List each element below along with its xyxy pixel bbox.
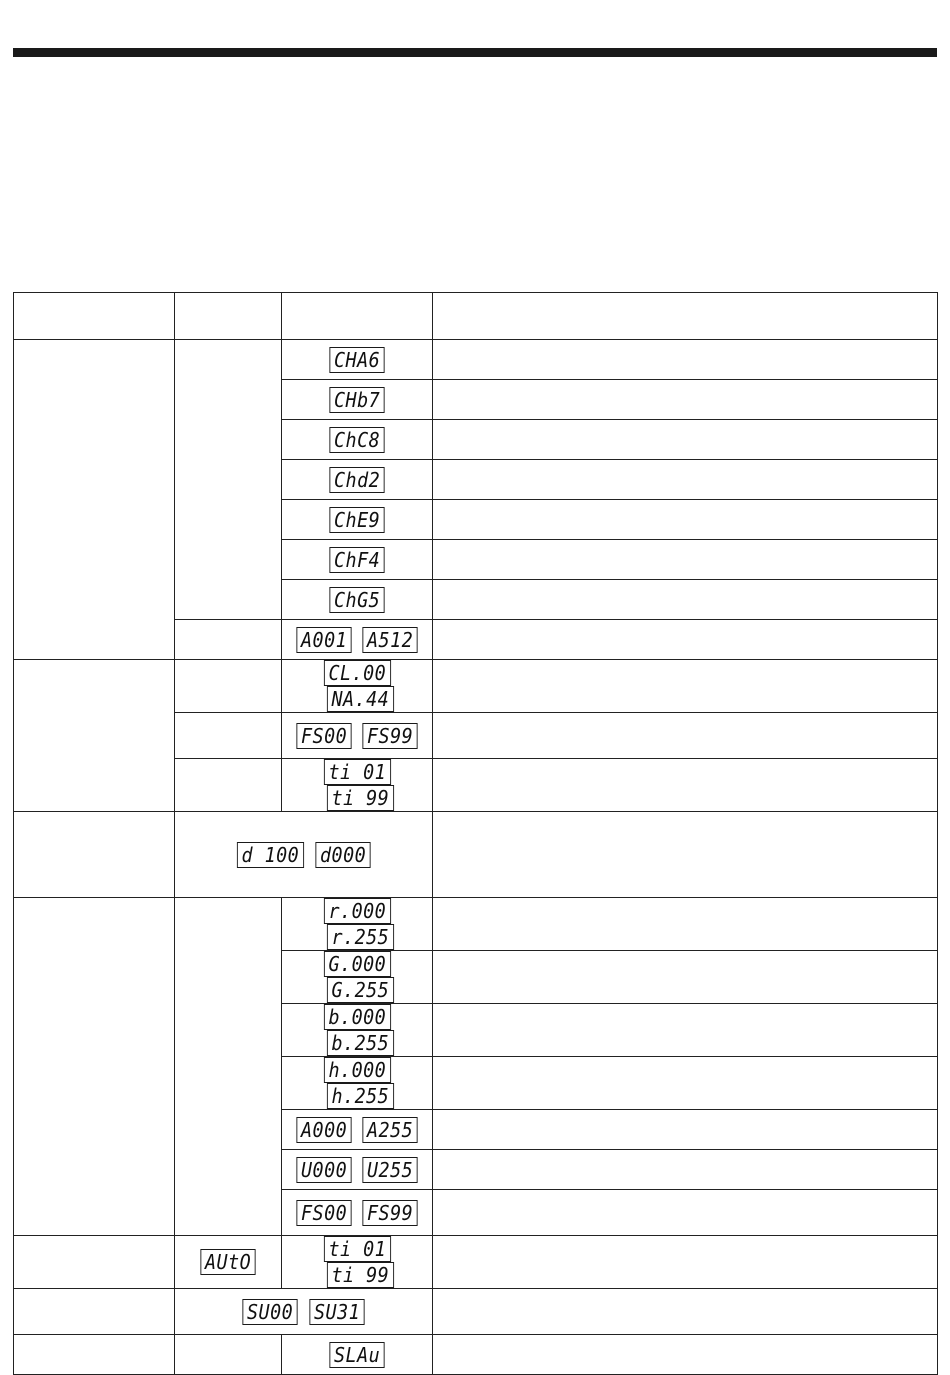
description-cell — [433, 460, 938, 500]
display-cell — [282, 660, 433, 713]
lcd-display: NA.44 — [327, 686, 394, 712]
display-cell — [282, 500, 433, 540]
lcd-display: ChC8 — [329, 427, 384, 453]
display-cell — [175, 812, 433, 898]
lcd-display: r.255 — [327, 924, 394, 950]
description-cell — [433, 620, 938, 660]
description-cell — [433, 660, 938, 713]
lcd-display: CHb7 — [329, 387, 384, 413]
description-cell — [433, 500, 938, 540]
display-cell — [282, 620, 433, 660]
description-cell — [433, 951, 938, 1004]
submenu-cell — [175, 620, 282, 660]
lcd-display: Chd2 — [329, 467, 384, 493]
description-cell — [433, 1150, 938, 1190]
lcd-display: h.255 — [327, 1083, 394, 1109]
display-cell — [282, 1335, 433, 1375]
lcd-display: A255 — [362, 1117, 417, 1143]
function-cell — [14, 898, 175, 1236]
submenu-cell — [175, 898, 282, 1236]
lcd-display: A001 — [296, 627, 351, 653]
lcd-display: U255 — [362, 1157, 417, 1183]
lcd-display: FS00 — [296, 723, 351, 749]
display-cell — [282, 380, 433, 420]
description-cell — [433, 380, 938, 420]
submenu-cell — [175, 713, 282, 759]
display-cell — [282, 1190, 433, 1236]
lcd-display: d 100 — [237, 842, 304, 868]
submenu-cell — [175, 1236, 282, 1289]
display-cell — [282, 460, 433, 500]
lcd-display: SU00 — [243, 1299, 298, 1325]
lcd-display: ChG5 — [329, 587, 384, 613]
lcd-display: CL.00 — [324, 660, 391, 686]
header-cell — [433, 293, 938, 340]
table-row — [14, 1335, 938, 1375]
description-cell — [433, 898, 938, 951]
lcd-display: G.255 — [327, 977, 394, 1003]
display-cell — [282, 898, 433, 951]
lcd-display: r.000 — [324, 898, 391, 924]
description-cell — [433, 812, 938, 898]
lcd-display: U000 — [296, 1157, 351, 1183]
description-cell — [433, 1057, 938, 1110]
display-cell — [282, 580, 433, 620]
display-cell — [282, 1236, 433, 1289]
display-cell — [282, 420, 433, 460]
description-cell — [433, 340, 938, 380]
table-row — [14, 340, 938, 380]
lcd-display: ti 01 — [324, 759, 391, 785]
lcd-display: b.000 — [324, 1004, 391, 1030]
lcd-display: CHA6 — [329, 347, 384, 373]
display-cell — [282, 340, 433, 380]
lcd-display: A512 — [362, 627, 417, 653]
display-cell — [282, 713, 433, 759]
description-cell — [433, 1289, 938, 1335]
function-cell — [14, 1289, 175, 1335]
description-cell — [433, 713, 938, 759]
display-cell — [282, 951, 433, 1004]
display-cell — [282, 1110, 433, 1150]
lcd-display: d000 — [315, 842, 370, 868]
display-cell — [282, 1150, 433, 1190]
description-cell — [433, 580, 938, 620]
table-header-row — [14, 293, 938, 340]
submenu-cell — [175, 1335, 282, 1375]
submenu-cell — [175, 340, 282, 620]
table-row — [14, 1289, 938, 1335]
description-cell — [433, 1335, 938, 1375]
header-cell — [175, 293, 282, 340]
display-cell — [282, 759, 433, 812]
table-row — [14, 1236, 938, 1289]
function-cell — [14, 1335, 175, 1375]
table-row — [14, 898, 938, 951]
description-cell — [433, 1190, 938, 1236]
lcd-display: FS99 — [362, 1200, 417, 1226]
header-cell — [14, 293, 175, 340]
lcd-display: A000 — [296, 1117, 351, 1143]
table-row — [14, 660, 938, 713]
lcd-display: ti 01 — [324, 1236, 391, 1262]
display-cell — [282, 1057, 433, 1110]
lcd-display: FS00 — [296, 1200, 351, 1226]
description-cell — [433, 1004, 938, 1057]
lcd-display: SU31 — [309, 1299, 364, 1325]
lcd-display: ChE9 — [329, 507, 384, 533]
submenu-cell — [175, 759, 282, 812]
description-cell — [433, 759, 938, 812]
lcd-display: h.000 — [324, 1057, 391, 1083]
display-cell — [282, 540, 433, 580]
lcd-display: ChF4 — [329, 547, 384, 573]
function-cell — [14, 340, 175, 660]
table-row — [14, 812, 938, 898]
description-cell — [433, 420, 938, 460]
description-cell — [433, 1236, 938, 1289]
description-cell — [433, 540, 938, 580]
lcd-display: AUtO — [200, 1249, 255, 1275]
display-cell — [175, 1289, 433, 1335]
lcd-display: ti 99 — [327, 1262, 394, 1288]
display-cell — [282, 1004, 433, 1057]
lcd-display: SLAu — [329, 1342, 384, 1368]
menu-table — [13, 292, 938, 1375]
description-cell — [433, 1110, 938, 1150]
header-rule — [13, 48, 937, 57]
lcd-display: FS99 — [362, 723, 417, 749]
function-cell — [14, 1236, 175, 1289]
lcd-display: G.000 — [324, 951, 391, 977]
lcd-display: b.255 — [327, 1030, 394, 1056]
function-cell — [14, 660, 175, 812]
header-cell — [282, 293, 433, 340]
submenu-cell — [175, 660, 282, 713]
function-cell — [14, 812, 175, 898]
lcd-display: ti 99 — [327, 785, 394, 811]
